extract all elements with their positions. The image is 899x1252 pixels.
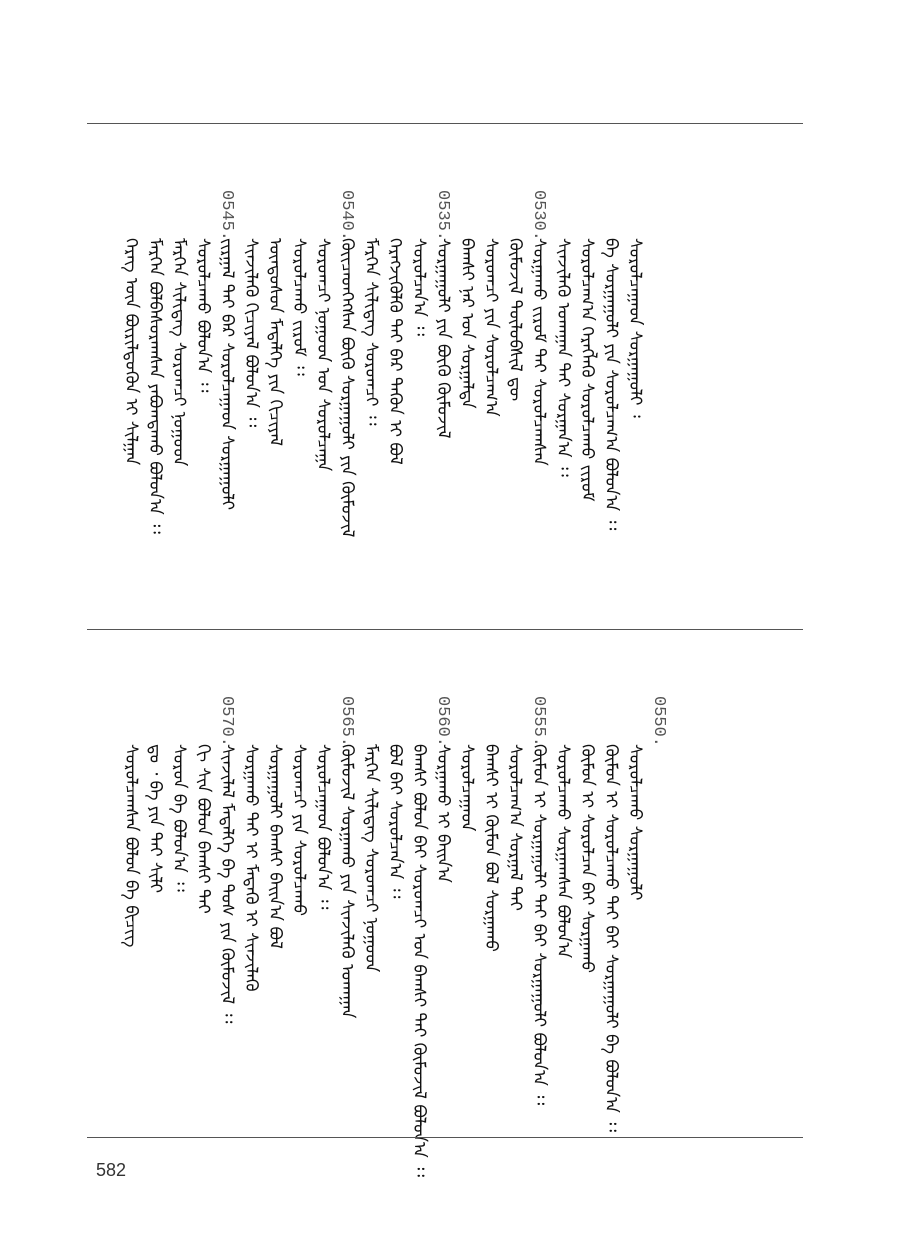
text-column: ᠰᠤᠷᠤᠯᠴᠠᠬᠤ ᠰᠤᠷᠭᠠᠭᠰᠠᠨ ᠪᠣᠯᠤᠨ᠎ᠠ: [553, 744, 573, 959]
text-column: ᠬᠦᠮᠦᠨ ᠢ ᠰᠤᠷᠤᠯᠴᠠᠨ ᠪᠠᠢ ᠰᠤᠷᠭᠠᠬᠤ: [577, 744, 597, 974]
top-rule: [87, 123, 803, 124]
text-column: ᠬᠦᠮᠦᠨ ᠢ ᠰᠤᠷᠤᠯᠴᠠᠬᠤ ᠲᠠᠢ ᠪᠠᠢ ᠰᠤᠷᠭᠠᠭᠤᠯᠢ ᠪᠠ ᠪᠣᠯᠤᠨ᠎ᠠ ᠄᠄: [601, 744, 621, 1133]
text-column: ᠰᠤᠷᠭᠠᠭᠤᠯᠢ ᠶᠢᠨ ᠪᠦᠬᠦ ᠬᠦᠮᠦᠵᠢᠯ: [433, 238, 453, 439]
text-column: ᠰᠢᠨᠵᠢᠯᠡᠬᠦ ᠤᠬᠠᠭᠠᠨ ᠲᠠᠢ ᠰᠤᠷᠭᠠᠨ᠎ᠠ ᠄᠄: [553, 238, 573, 477]
text-column: ᠰᠤᠷᠭᠠᠬᠤ ᠢ ᠪᠠᠢᠨ᠎ᠠ: [433, 744, 453, 883]
text-column: ᠪᠠᠭᠰᠢ ᠨᠠᠷ ᠤᠨ ᠰᠤᠷᠭᠠᠯᠲᠠ: [457, 238, 477, 409]
line-number: 0565.: [337, 696, 356, 748]
text-column: ᠰᠢᠨᠵᠢᠯᠡᠬᠦ ᠬᠢᠴᠢᠶᠡᠯ ᠪᠣᠯᠤᠨ᠎ᠠ ᠄᠄: [241, 238, 261, 428]
text-column: ᠬᠦᠮᠦᠨ ᠢ ᠰᠤᠷᠭᠠᠭᠤᠯᠢ ᠲᠠᠢ ᠪᠠᠢ ᠰᠤᠷᠭᠠᠭᠤᠯᠢ ᠪᠣᠯᠤᠨ᠎ᠠ ᠄᠄: [529, 744, 549, 1106]
text-column: ᠦᠨᠳᠦᠰᠦᠨ ᠮᠡᠳᠡᠯᠭᠡ ᠶᠢᠨ ᠬᠢᠴᠢᠶᠡᠯ: [265, 238, 285, 446]
text-column: ᠰᠤᠷᠤᠯᠴᠠᠭ᠎ᠠ ᠰᠤᠷᠭᠠᠯ ᠲᠠᠢ: [505, 744, 525, 911]
line-number: 0540.: [337, 190, 356, 242]
line-number: 0530.: [529, 190, 548, 242]
text-column: ᠰᠤᠷᠭᠠᠬᠤ ᠵᠢᠷᠤᠮ ᠲᠠᠢ ᠰᠤᠷᠤᠯᠴᠠᠭᠰᠠᠨ: [529, 238, 549, 466]
text-column: ᠮᠡᠷᠭᠡᠨ ᠰᠢᠯᠢᠳᠡᠭ ᠰᠤᠷᠤᠭᠴᠢ ᠨᠤᠭᠤᠳ: [169, 238, 189, 467]
line-number: 0570.: [217, 696, 236, 748]
bottom-rule: [87, 1137, 803, 1138]
text-column: ᠰᠤᠷᠤᠯᠴᠠᠬᠤ ᠰᠤᠷᠭᠠᠭᠤᠯᠢ: [625, 744, 645, 901]
text-column: ᠰᠤᠷᠤᠯᠴᠠᠬᠤ ᠪᠣᠯᠤᠨ᠎ᠠ ᠄᠄: [193, 238, 213, 393]
text-column: ᠰᠤᠷᠤᠯᠴᠠᠭᠠᠳ: [457, 744, 477, 832]
line-number: 0555.: [529, 696, 548, 748]
text-column: ᠬᠦᠮᠦᠵᠢᠯ ᠲᠥᠯᠥᠪᠰᠢᠯ ᠳᠦ: [505, 238, 525, 402]
text-column: ᠰᠤᠷᠤᠯᠴᠠᠭᠠᠳ ᠰᠤᠷᠭᠠᠭᠤᠯᠢ ᠄: [625, 238, 645, 418]
text-column: ᠰᠤᠷᠤᠯᠴᠠᠭ᠎ᠠ ᠬᠡᠷᠡᠭᠯᠡᠬᠦ ᠰᠤᠷᠤᠯᠴᠠᠬᠤ ᠵᠢᠷᠤᠮ: [577, 238, 597, 502]
text-column: ᠰᠤᠷᠤᠨ ᠪᠠ ᠪᠣᠯᠤᠨ᠎ᠠ ᠄᠄: [169, 744, 189, 892]
text-column: ᠰᠢᠨᠵᠢᠯᠡᠯ ᠮᠡᠳᠡᠯᠭᠡ ᠪᠠ ᠲᠤᠰ ᠶᠢᠨ ᠬᠦᠮᠦᠵᠢᠯ ᠄᠄: [217, 744, 237, 1024]
text-column: ᠰᠤᠷᠤᠭᠴᠢ ᠨᠤᠭᠤᠳ ᠤᠨ ᠰᠤᠷᠤᠯᠴᠠᠭᠠ: [313, 238, 333, 472]
text-column: ᠳᠤ ᠂ ᠪᠠ ᠶᠢᠨ ᠲᠠᠢ ᠰᠢᠯᠢ: [145, 744, 165, 894]
line-number: 0550.: [649, 696, 668, 748]
section-upper: [87, 190, 803, 618]
text-column: ᠰᠤᠷᠤᠭᠴᠢ ᠶᠢᠨ ᠰᠤᠷᠤᠯᠴᠠᠭ᠎ᠠ: [481, 238, 501, 417]
line-number: 0545.: [217, 190, 236, 242]
text-column: ᠰᠤᠷᠤᠯᠴᠠᠬᠤ ᠵᠢᠷᠤᠮ ᠄᠄: [289, 238, 309, 376]
text-column: ᠵᠢᠷᠭᠠᠯ ᠲᠠᠢ ᠪᠠᠷ ᠰᠤᠷᠤᠯᠴᠠᠭᠠᠳ ᠰᠤᠷᠭᠠᠭᠤᠯᠢ: [217, 238, 237, 510]
line-number: 0535.: [433, 190, 452, 242]
page-number: 582: [96, 1160, 127, 1180]
text-column: ᠪᠣᠯ ᠪᠠᠢ ᠰᠤᠷᠤᠯᠴᠠᠨ᠎ᠠ ᠄᠄: [385, 744, 405, 899]
text-column: ᠮᠡᠷᠭᠡᠨ ᠰᠢᠯᠢᠳᠡᠭ ᠰᠤᠷᠤᠭᠴᠢ ᠨᠤᠭᠤᠳ: [361, 744, 381, 973]
middle-rule: [87, 629, 803, 630]
text-column: ᠬᠦᠮᠦᠵᠢᠯ ᠰᠤᠷᠭᠠᠬᠤ ᠶᠢᠨ ᠰᠢᠨᠵᠢᠯᠡᠬᠦ ᠤᠬᠠᠭᠠᠨ: [337, 744, 357, 1019]
line-number: 0560.: [433, 696, 452, 748]
text-column: ᠰᠤᠷᠤᠯᠴᠠᠨ᠎ᠠ ᠄᠄: [409, 238, 429, 337]
text-column: ᠰᠤᠷᠤᠯᠴᠠᠭᠰᠠᠨ ᠪᠣᠯᠤᠨ ᠪᠠ ᠪᠢᠴᠢᠭ: [121, 744, 141, 948]
text-column: ᠪᠠ ᠰᠤᠷᠭᠠᠭᠤᠯᠢ ᠶᠢᠨ ᠰᠤᠷᠤᠯᠴᠠᠭ᠎ᠠ ᠪᠣᠯᠤᠨ᠎ᠠ ᠄᠄: [601, 238, 621, 531]
text-column: ᠮᠡᠷᠭᠡᠨ ᠰᠢᠯᠢᠳᠡᠭ ᠰᠤᠷᠤᠭᠴᠢ ᠄᠄: [361, 238, 381, 426]
text-column: ᠰᠤᠷᠤᠭᠴᠢ ᠶᠢᠨ ᠰᠤᠷᠤᠯᠴᠠᠬᠤ: [289, 744, 309, 917]
text-column: ᠪᠠᠭᠰᠢ ᠪᠣᠯᠤᠨ ᠪᠠᠢ ᠰᠤᠷᠤᠭᠴᠢ ᠤᠨ ᠪᠠᠭᠰᠢ ᠲᠠᠢ ᠬᠦᠮᠦᠵᠢᠯ ᠪᠣᠯᠤᠨ᠎ᠠ ᠄᠄: [409, 744, 429, 1177]
text-column: ᠬᠡᠷᠡᠭᠵᠢᠭᠦᠯᠬᠦ ᠲᠠᠢ ᠪᠠᠷ ᠲᠡᠭᠦᠨ ᠢ ᠪᠣᠯ: [385, 238, 405, 465]
text-column: ᠰᠤᠷᠤᠯᠴᠠᠭᠠᠳ ᠪᠣᠯᠤᠨ᠎ᠠ ᠄᠄: [313, 744, 333, 910]
text-column: ᠰᠤᠷᠭᠠᠬᠤ ᠲᠡᠢ ᠢ ᠮᠡᠳᠡᠬᠦ ᠢ ᠰᠢᠨᠵᠢᠯᠡᠬᠦ: [241, 744, 261, 992]
text-column: ᠪᠠᠭᠰᠢ ᠢ ᠬᠦᠮᠦᠨ ᠪᠣᠯ ᠰᠤᠷᠭᠠᠬᠤ: [481, 744, 501, 952]
text-column: ᠰᠤᠷᠭᠠᠭᠤᠯᠢ ᠪᠠᠭᠰᠢ ᠪᠠᠢᠨ᠎ᠠ ᠪᠣᠯ: [265, 744, 285, 949]
text-column: ᠬᠢ ᠰᠢᠨ ᠪᠣᠯᠤᠨ ᠪᠠᠭᠰᠢ ᠲᠠᠢ: [193, 744, 213, 914]
text-column: ᠮᠡᠷᠭᠡᠨ ᠪᠣᠯᠪᠠᠰᠤᠷᠠᠭᠰᠠᠨ ᠶᠠᠪᠤᠭᠳᠠᠬᠤ ᠪᠣᠯᠤᠨ᠎ᠠ ᠄᠄: [145, 238, 165, 534]
text-column: ᠬᠡᠷᠡᠭ ᠦᠨ ᠪᠦᠷᠢᠯᠳᠦᠬᠦᠨ ᠢ ᠰᠢᠯᠭᠠᠨ: [121, 238, 141, 466]
text-column: ᠭᠦᠢᠴᠡᠳᠭᠡᠭᠰᠡᠨ ᠪᠦᠬᠦ ᠰᠤᠷᠭᠠᠭᠤᠯᠢ ᠶᠢᠨ ᠬᠦᠮᠦᠵᠢᠯ: [337, 238, 357, 538]
